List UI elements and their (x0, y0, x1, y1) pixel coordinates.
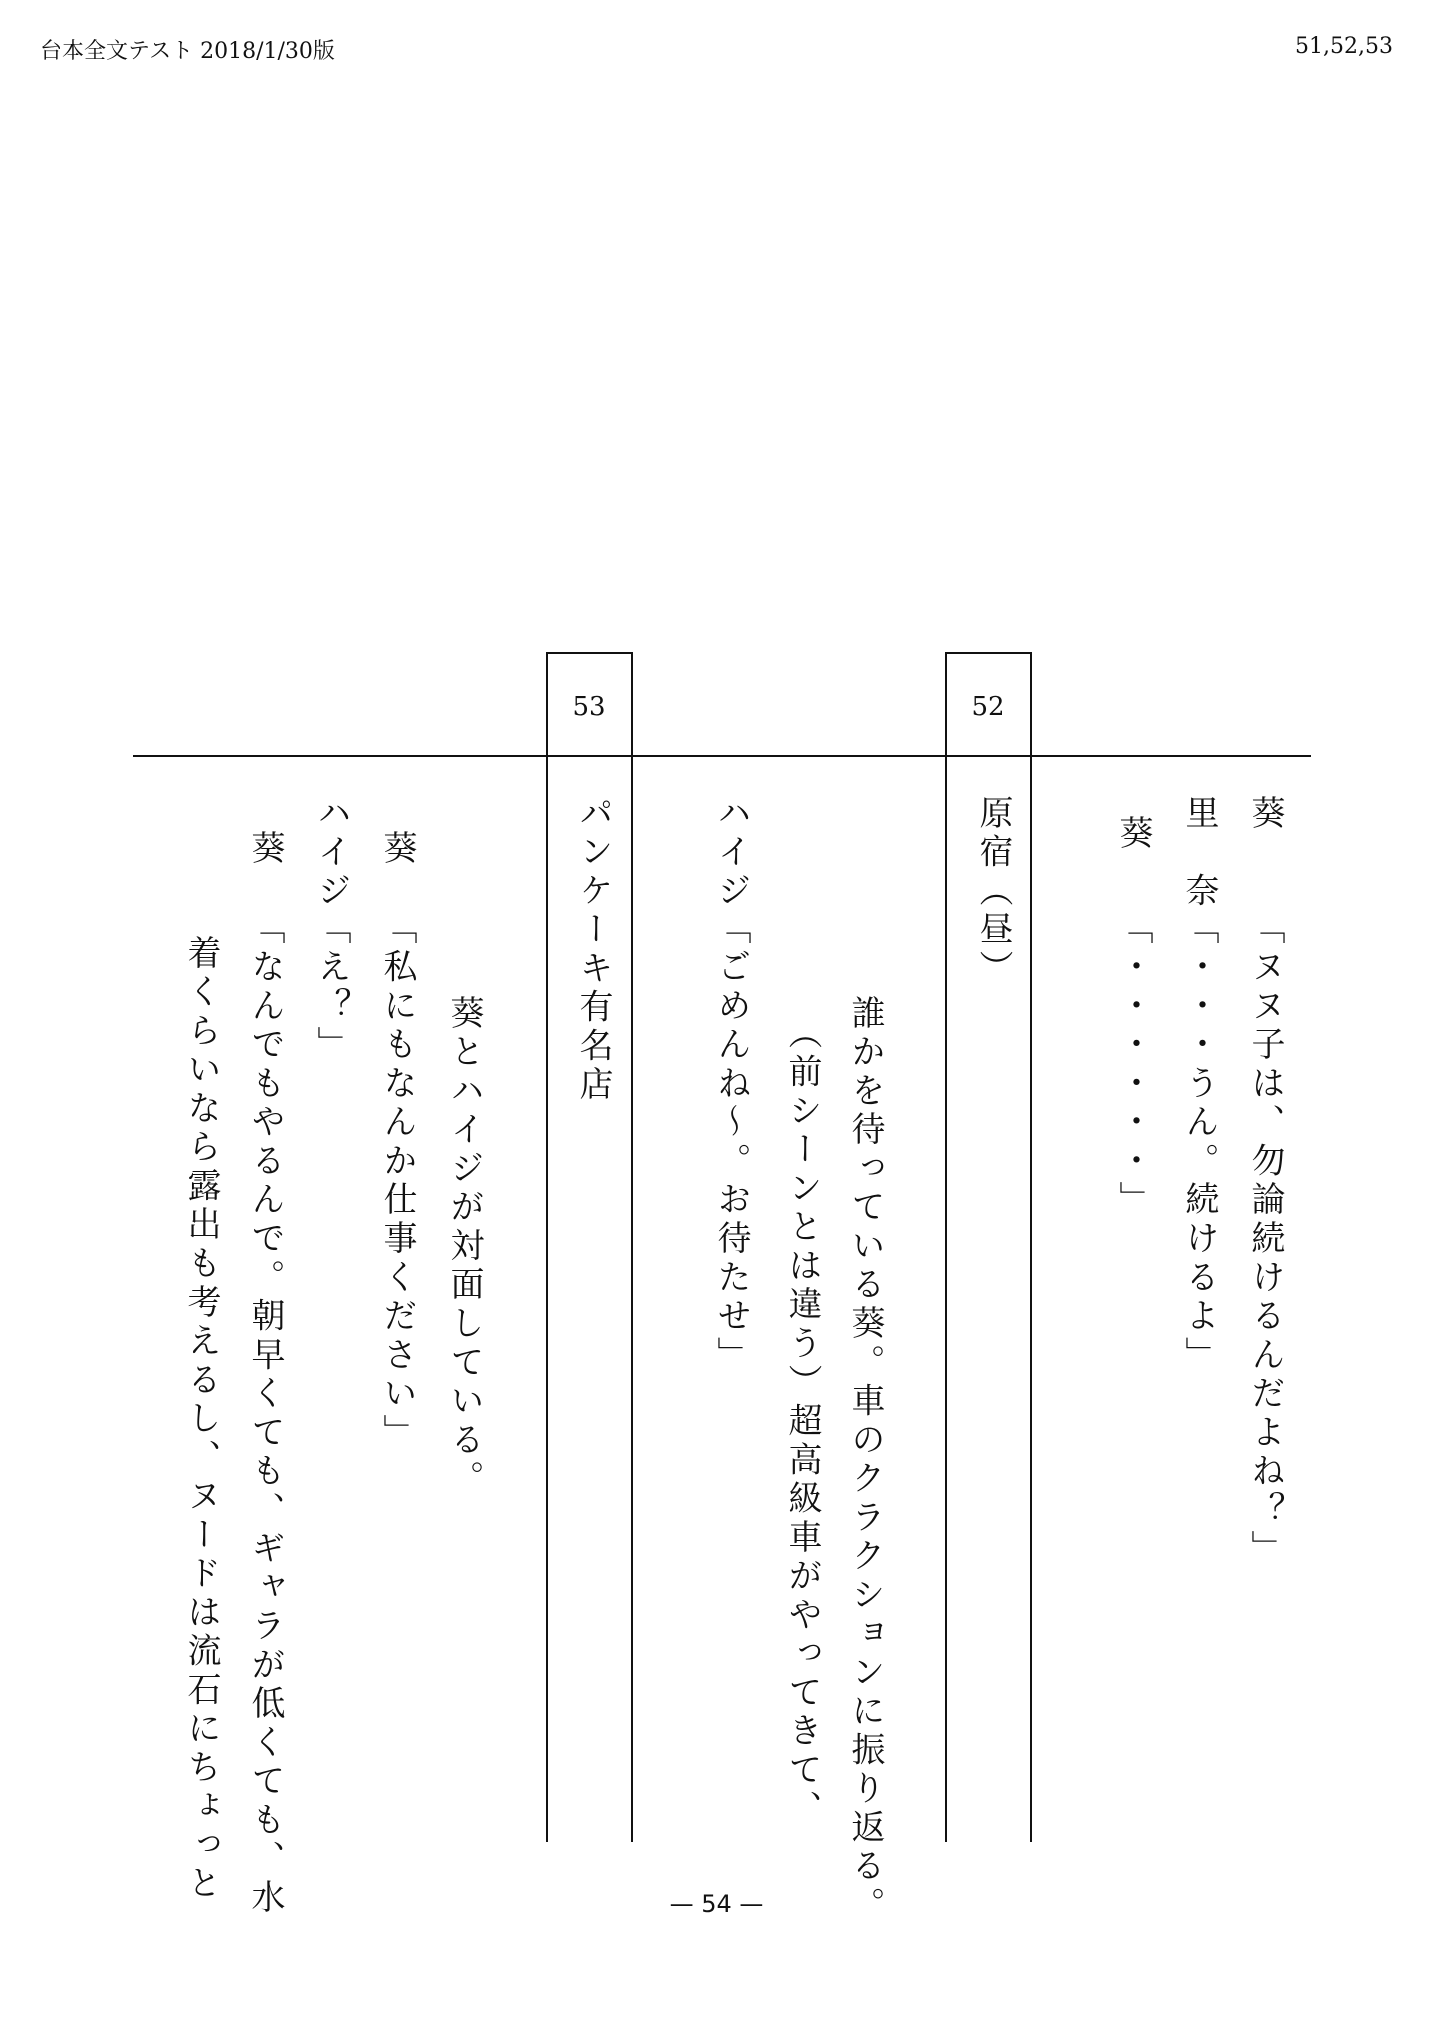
scene-number-53: 53 (572, 692, 606, 722)
dialogue: 「なんでもやるんで。朝早くても、ギャラが低くても、水 (245, 910, 285, 1918)
dialogue: 「・・・うん。続けるよ」 (1179, 910, 1219, 1376)
dialogue: 「私にもなんか仕事ください」 (377, 910, 417, 1453)
dialogue-continuation: 着くらいなら露出も考えるし、ヌードは流石にちょっと (181, 935, 221, 1904)
scene-heading: パンケーキ有名店 (573, 795, 613, 1106)
scene-number-52: 52 (971, 692, 1005, 722)
scene-53-box-right (546, 652, 548, 1842)
speaker: 葵 (1113, 815, 1153, 854)
scene-52-box-right (945, 652, 947, 1842)
speaker: 葵 (1245, 795, 1285, 834)
scene-53-box-left (631, 652, 633, 1842)
speaker: 葵 (377, 830, 417, 869)
stage-direction: 葵とハイジが対面している。 (444, 995, 484, 1499)
scene-heading: 原宿（昼） (973, 795, 1013, 989)
speaker: ハイジ (311, 795, 351, 912)
scene-53-box-top (546, 652, 632, 654)
speaker: 葵 (245, 830, 285, 869)
dialogue: 「え？」 (311, 910, 351, 1066)
scene-52-box-top (945, 652, 1031, 654)
page-number: — 54 — (669, 1890, 764, 1918)
stage-direction: （前シーンとは違う）超高級車がやってきて、 (782, 1015, 822, 1829)
document-title: 台本全文テスト 2018/1/30版 (40, 39, 335, 64)
dialogue: 「・・・・・・」 (1113, 910, 1153, 1221)
scene-52-box-left (1030, 652, 1032, 1842)
horizontal-rule (133, 755, 1311, 757)
stage-direction: 誰かを待っている葵。車のクラクションに振り返る。 (845, 995, 885, 1926)
speaker: ハイジ (711, 795, 751, 912)
scene-numbers: 51,52,53 (1295, 34, 1393, 59)
speaker: 里 奈 (1179, 795, 1219, 912)
dialogue: 「ごめんね～。お待たせ」 (711, 910, 751, 1376)
dialogue: 「ヌヌ子は、勿論続けるんだよね？」 (1245, 910, 1285, 1569)
